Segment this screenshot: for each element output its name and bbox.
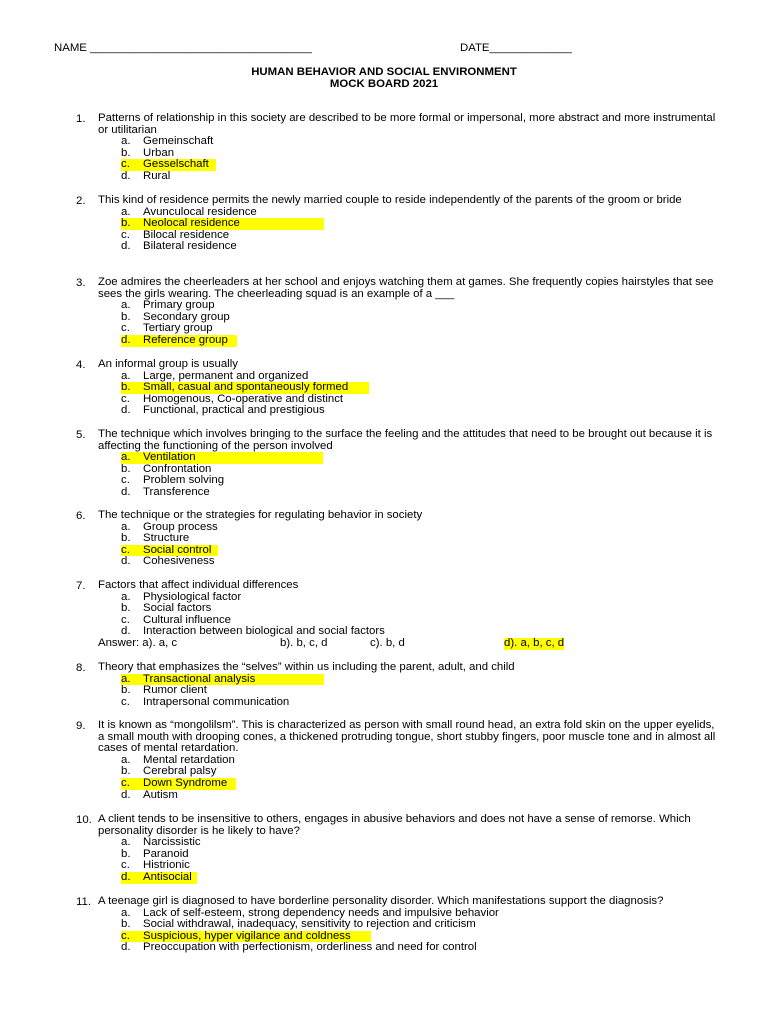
question-text: Zoe admires the cheerleaders at her school and enjoys watching them at games. She frequently copies hairstyles that see sees the girls wearing. The cheerleading squad is an example of a ___ [98, 276, 714, 300]
option-letter: a. [121, 590, 131, 603]
title-line-2: MOCK BOARD 2021 [329, 78, 439, 90]
question-text: This kind of residence permits the newly married couple to reside independently of the parents of the groom or bride [98, 194, 682, 206]
question-text: The technique which involves bringing to the surface the feeling and the attitudes that need to be brought out because it is affecting the functioning of the person involved [98, 428, 713, 452]
date-field-label: DATE_____________ [460, 42, 572, 54]
answer-choice-c: c). b, d [370, 637, 405, 649]
title-line-1: HUMAN BEHAVIOR AND SOCIAL ENVIRONMENT [251, 66, 517, 78]
option-text: Interaction between biological and social factors [143, 625, 385, 638]
option-letter: b. [121, 684, 131, 697]
option-text: Large, permanent and organized [143, 369, 309, 382]
option-letter: b. [121, 217, 131, 230]
option-letter: c. [121, 322, 130, 335]
option-letter: a. [121, 135, 131, 148]
option-text: Cohesiveness [143, 555, 215, 568]
option-letter: b. [121, 381, 131, 394]
question-number: 2. [76, 195, 86, 207]
option-text: Avunculocal residence [143, 205, 257, 218]
option-text: Transference [143, 486, 210, 498]
question-text: It is known as “mongolilsm”. This is characterized as person with small round head, an extra fold skin on the upper eyelids, a small mouth with drooping cones, a thickened protruding tongue, short stubby fingers, poor muscle tone and in almost all cases of mental retardation. [98, 719, 716, 755]
option-letter: a. [121, 369, 131, 382]
question-text: The technique or the strategies for regulating behavior in society [98, 509, 423, 521]
option-text: Down Syndrome [143, 777, 228, 789]
option-text: Primary group [143, 299, 215, 312]
question-number: 5. [76, 429, 86, 441]
option-text: Intrapersonal communication [143, 695, 290, 708]
option-text: Autism [143, 788, 178, 801]
option-text: Social withdrawal, inadequacy, sensitivity to rejection and criticism [143, 918, 476, 931]
option-text: Narcissistic [143, 836, 201, 849]
option-text: Gesselschaft [143, 158, 209, 171]
option-text: Group process [143, 520, 218, 533]
option-letter: d. [121, 486, 131, 498]
question-text: A teenage girl is diagnosed to have borderline personality disorder. Which manifestations support the diagnosis? [98, 895, 664, 907]
option-text: Reference group [143, 334, 228, 346]
question-text: Factors that affect individual differences [98, 579, 299, 591]
question-number: 10. [76, 814, 92, 826]
question-number: 11. [76, 896, 91, 908]
question-text: Patterns of relationship in this society are described to be more formal or impersonal, more abstract and more instrumental or utilitarian [98, 112, 716, 136]
option-text: Neolocal residence [143, 217, 240, 230]
question-text: An informal group is usually [98, 358, 238, 370]
option-text: Rural [143, 170, 171, 182]
option-letter: a. [121, 205, 131, 218]
option-letter: b. [121, 146, 131, 159]
option-letter: c. [121, 543, 130, 556]
option-letter: d. [121, 404, 131, 417]
option-text: Physiological factor [143, 590, 242, 603]
option-letter: d. [121, 871, 131, 883]
option-text: Lack of self-esteem, strong dependency needs and impulsive behavior [143, 906, 499, 919]
option-letter: c. [121, 859, 130, 872]
option-text: Mental retardation [143, 753, 235, 766]
answer-choice-d-highlighted: d). a, b, c, d [504, 637, 565, 649]
option-letter: d. [121, 334, 131, 346]
option-letter: a. [121, 753, 131, 766]
option-letter: c. [121, 777, 130, 789]
option-highlighted-answer [121, 872, 197, 884]
option-letter: b. [121, 765, 131, 778]
question-number: 9. [76, 720, 86, 732]
option-text: Gemeinschaft [143, 135, 214, 148]
option-text: Rumor client [143, 684, 207, 697]
option-text: Cerebral palsy [143, 765, 217, 778]
question-number: 6. [76, 510, 86, 522]
option-letter: a. [121, 299, 131, 312]
option-text: Social factors [143, 602, 212, 615]
question-number: 3. [76, 277, 86, 289]
option-letter: b. [121, 602, 131, 615]
question-number: 1. [76, 113, 86, 125]
option-letter: b. [121, 532, 131, 545]
option-letter: d. [121, 941, 131, 954]
option-text: Functional, practical and prestigious [143, 404, 325, 417]
question-number: 4. [76, 359, 86, 371]
question-text: Theory that emphasizes the “selves” within us including the parent, adult, and child [98, 661, 515, 673]
option-highlighted-answer [121, 335, 237, 347]
option-text: Paranoid [143, 847, 189, 860]
option-text: Social control [143, 543, 212, 556]
option-letter: c. [121, 392, 130, 405]
option-letter: d. [121, 625, 131, 638]
option-text: Small, casual and spontaneously formed [143, 381, 349, 394]
option-text: Urban [143, 146, 175, 159]
option-letter: a. [121, 520, 131, 533]
option-text: Structure [143, 532, 190, 545]
option-letter: a. [121, 451, 131, 464]
option-letter: b. [121, 918, 131, 931]
option-letter: b. [121, 462, 131, 475]
option-letter: b. [121, 847, 131, 860]
question-text: A client tends to be insensitive to others, engages in abusive behaviors and does not have a sense of remorse. Which personality disorder is he likely to have? [98, 813, 691, 837]
option-text: Ventilation [143, 451, 196, 464]
answer-choice-b: b). b, c, d [280, 637, 328, 649]
option-letter: d. [121, 788, 131, 801]
answer-choices-row [98, 638, 598, 650]
option-letter: d. [121, 170, 131, 182]
option-text: Cultural influence [143, 613, 232, 626]
option-letter: b. [121, 310, 131, 323]
option-text: Transactional analysis [143, 672, 256, 685]
option-text: Secondary group [143, 310, 230, 323]
option-text: Preoccupation with perfectionism, orderliness and need for control [143, 941, 477, 954]
option-letter: c. [121, 929, 130, 942]
option-text: Confrontation [143, 462, 212, 475]
option-letter: a. [121, 672, 131, 685]
option-text: Bilocal residence [143, 228, 230, 241]
option-letter: c. [121, 695, 130, 708]
option-text: Histrionic [143, 859, 190, 872]
option-text: Problem solving [143, 474, 225, 487]
question-number: 7. [76, 580, 86, 592]
option-letter: c. [121, 228, 130, 241]
option-letter: c. [121, 158, 130, 171]
option-text: Homogenous, Co-operative and distinct [143, 392, 344, 405]
option-text: Tertiary group [143, 322, 213, 335]
option-highlighted-answer [121, 778, 236, 790]
option-text: Antisocial [143, 871, 192, 883]
option-text: Bilateral residence [143, 240, 237, 253]
option-letter: c. [121, 613, 130, 626]
header-row [54, 42, 694, 58]
document-title [0, 66, 768, 90]
answer-choice-a: Answer: a). a, c [98, 637, 178, 649]
option-letter: c. [121, 474, 130, 487]
option-letter: a. [121, 906, 131, 919]
option-letter: d. [121, 240, 131, 253]
name-field-label: NAME ___________________________________ [54, 42, 312, 54]
option-letter: d. [121, 555, 131, 568]
question-number: 8. [76, 662, 86, 674]
option-text: Suspicious, hyper vigilance and coldness [143, 929, 351, 942]
option-letter: a. [121, 836, 131, 849]
